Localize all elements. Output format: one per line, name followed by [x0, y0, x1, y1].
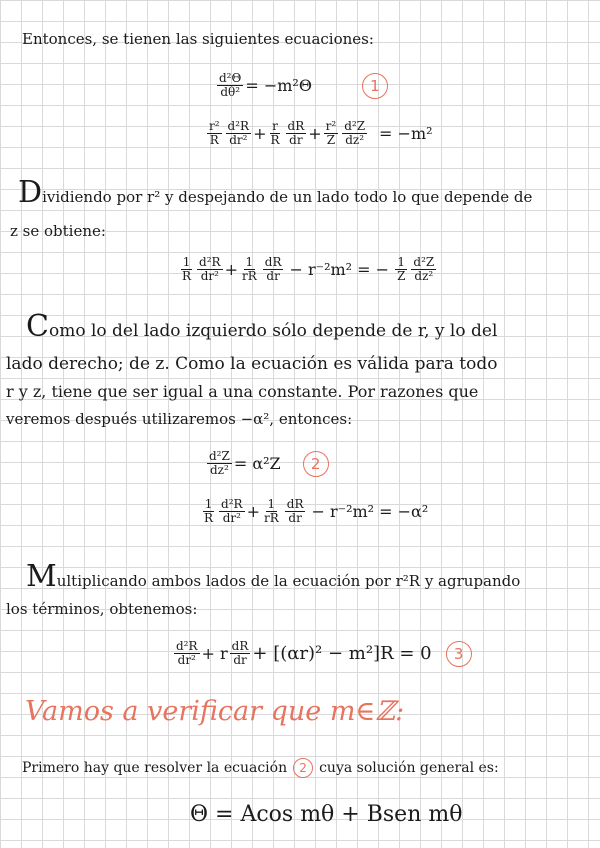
frac-1-R: $\frac{1}{R}$ [182, 255, 192, 284]
equation-7-text: Θ = Acos mθ + Bsen mθ [190, 802, 463, 827]
equation-6-rhs: + [(αr)² − m²]R = 0 [252, 643, 432, 665]
equation-1-rhs: = −m²Θ [245, 76, 312, 96]
mult-text: ultiplicando ambos lados de la ecuación por r²R y agrupando [56, 572, 521, 590]
equation-4 [205, 450, 329, 477]
frac-d2R-dr2: $\frac{\text{d²R}}{\text{dr²}}$ [176, 639, 198, 668]
equation-6 [172, 640, 472, 667]
como-line-4 [6, 410, 352, 428]
plus: + [224, 260, 238, 280]
frac-1-R: $\frac{1}{R}$ [204, 497, 214, 526]
equation-marker-2-ref: 2 [293, 758, 313, 778]
equation-1 [215, 72, 388, 99]
como-line [26, 309, 498, 344]
mult-initial: M [26, 559, 57, 594]
mult-line [26, 559, 521, 594]
equation-marker-3: 3 [446, 641, 472, 667]
primero-line [22, 758, 499, 778]
dividiendo-line-2 [10, 222, 106, 240]
como-text-4: veremos después utilizaremos −α², entonces: [6, 410, 353, 428]
dividiendo-initial: D [18, 175, 43, 210]
equation-5-rhs: − r⁻²m² = −α² [311, 502, 429, 522]
primero-text-pre: Primero hay que resolver la ecuación [22, 760, 288, 776]
mult-text-2: los términos, obtenemos: [6, 600, 198, 618]
como-text-2: lado derecho; de z. Como la ecuación es válida para todo [6, 354, 498, 374]
frac-1-rR: $\frac{1}{rR}$ [241, 255, 257, 284]
frac-dR-dr: $\frac{dR}{dr}$ [264, 255, 282, 284]
equation-2 [205, 120, 433, 147]
frac-r-R: $\frac{r}{R}$ [270, 119, 280, 148]
frac-r2-Z: $\frac{\text{r²}}{Z}$ [325, 119, 337, 148]
d2theta-fraction: $\frac{\text{d²Θ}}{\text{dθ²}}$ [219, 71, 242, 100]
como-line-3 [6, 382, 478, 401]
frac-d2R-dr2: $\frac{\text{d²R}}{\text{dr²}}$ [227, 119, 250, 148]
plus: + [246, 502, 260, 522]
frac-d2R-dr2: $\frac{\text{d²R}}{\text{dr²}}$ [221, 497, 243, 526]
plus-r: + r [201, 644, 228, 664]
frac-d2Z-dz2: $\frac{\text{d²Z}}{\text{dz²}}$ [413, 255, 435, 284]
frac-dR-dr: $\frac{dR}{dr}$ [287, 119, 305, 148]
plus: + [308, 124, 322, 144]
frac-1-rR: $\frac{1}{rR}$ [263, 497, 279, 526]
plus: + [253, 124, 267, 144]
como-text: omo lo del lado izquierdo sólo depende de r, y lo del [48, 321, 498, 341]
dividiendo-text: ividiendo por r² y despejando de un lado todo lo que depende de [42, 188, 533, 206]
frac-dR-dr: $\frac{dR}{dr}$ [231, 639, 249, 668]
frac-d2Z-dz2: $\frac{\text{d²Z}}{\text{dz²}}$ [344, 119, 366, 148]
equation-5 [200, 498, 428, 525]
frac-dR-dr: $\frac{dR}{dr}$ [286, 497, 304, 526]
como-line-2 [6, 354, 497, 374]
equation-7 [190, 802, 462, 827]
equation-4-rhs: = α²Z [233, 454, 281, 474]
equation-2-rhs: = −m² [379, 124, 433, 144]
intro-line [22, 30, 374, 48]
como-initial: C [26, 309, 49, 344]
equation-3 [178, 256, 438, 283]
frac-1-Z: $\frac{1}{Z}$ [397, 255, 406, 284]
equation-marker-1: 1 [362, 73, 388, 99]
dividiendo-text-2: z se obtiene: [10, 222, 106, 240]
equation-marker-2: 2 [303, 451, 329, 477]
primero-text-post: cuya solución general es: [319, 760, 499, 776]
equation-3-mid: − r⁻²m² = − [289, 260, 390, 280]
frac-d2Z-dz2: $\frac{\text{d²Z}}{\text{dz²}}$ [209, 449, 230, 478]
intro-text: Entonces, se tienen las siguientes ecuaciones: [22, 30, 374, 48]
como-text-3: r y z, tiene que ser igual a una constante. Por razones que [6, 382, 479, 401]
verification-heading-text: Vamos a verificar que m∈ℤ: [25, 696, 405, 727]
frac-d2R-dr2: $\frac{\text{d²R}}{\text{dr²}}$ [199, 255, 221, 284]
mult-line-2 [6, 600, 197, 618]
verification-heading [25, 696, 404, 727]
dividiendo-line [18, 175, 533, 210]
frac-r2-R: $\frac{\text{r²}}{R}$ [209, 119, 220, 148]
